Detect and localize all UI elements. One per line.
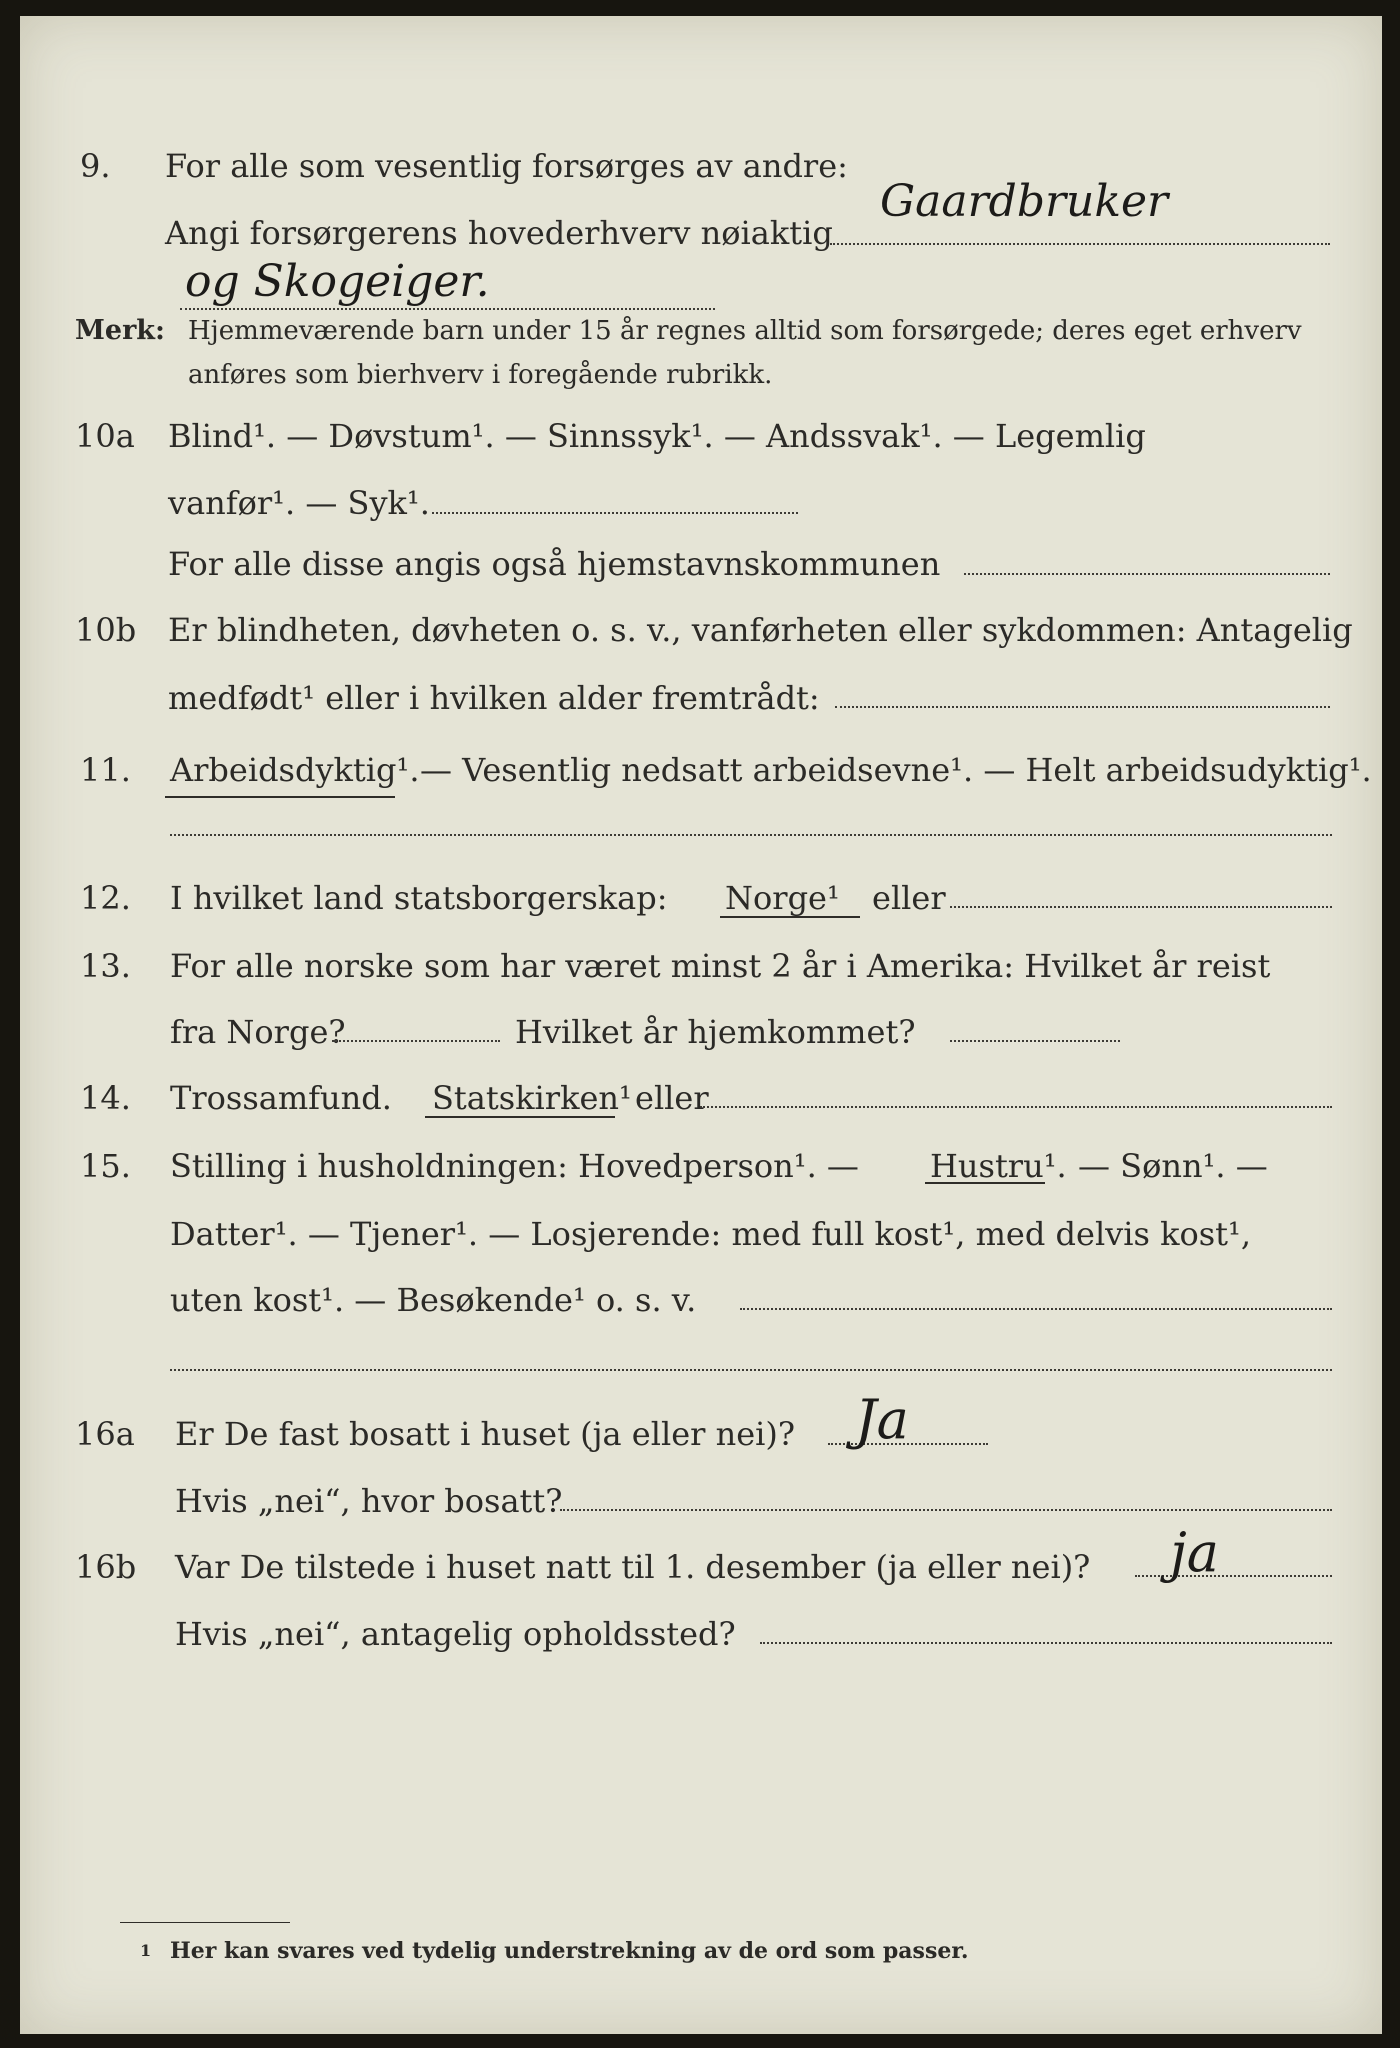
q15-text1a: Stilling i husholdningen: Hovedperson¹. —: [170, 1147, 859, 1185]
q10a-text1: Blind¹. — Døvstum¹. — Sinnssyk¹. — Andssvak¹. — Legemlig: [168, 417, 1146, 455]
q10b-dotted-line: [835, 706, 1330, 708]
q10b-text1: Er blindheten, døvheten o. s. v., vanførheten eller sykdommen: Antagelig: [168, 611, 1353, 649]
q12-line: [20, 868, 1382, 928]
q16b-text1: Var De tilstede i huset natt til 1. desember (ja eller nei)?: [175, 1548, 1091, 1586]
merk-text1: Hjemmeværende barn under 15 år regnes alltid som forsørgede; deres eget erhverv: [188, 316, 1302, 346]
q9-handwritten-answer: Gaardbruker: [880, 176, 1169, 227]
q15-text2: Datter¹. — Tjener¹. — Losjerende: med full kost¹, med delvis kost¹,: [170, 1215, 1252, 1253]
q12-number: 12.: [80, 879, 131, 917]
q11-line: [20, 740, 1382, 800]
q16a-text2: Hvis „nei“, hvor bosatt?: [175, 1482, 563, 1520]
q14-dotted-line: [700, 1106, 1332, 1108]
q9-handwritten-answer-2: og Skogeiger.: [185, 256, 490, 307]
q10b-text2: medfødt¹ eller i hvilken alder fremtrådt:: [168, 679, 820, 717]
census-form-page: [20, 16, 1382, 2034]
q12-option-norge: Norge¹: [725, 879, 840, 917]
q13-text1: For alle norske som har været minst 2 år i Amerika: Hvilket år reist: [170, 947, 1271, 985]
q15-dotted-line: [740, 1308, 1332, 1310]
q16b-handwritten-answer: ja: [1170, 1521, 1219, 1584]
q15-underline: [925, 1182, 1045, 1184]
q10a-text2: vanfør¹. — Syk¹.: [168, 484, 430, 522]
q11-underline: [165, 796, 395, 798]
q15-line1: [20, 1136, 1382, 1196]
q10a-text3: For alle disse angis også hjemstavnskommunen: [168, 545, 941, 583]
q14-number: 14.: [80, 1079, 131, 1117]
q13-dotted-line-2: [950, 1040, 1120, 1042]
q10a-line3: [20, 534, 1382, 594]
q13-line2: [20, 1002, 1382, 1062]
q15-option-hustru: Hustru¹.: [930, 1147, 1067, 1185]
q13-line1: [20, 936, 1382, 996]
q15-number: 15.: [80, 1147, 131, 1185]
q11-text: — Vesentlig nedsatt arbeidsevne¹. — Helt arbeidsudyktig¹.: [420, 751, 1372, 789]
q9-line2: [20, 203, 1382, 263]
q12-text: I hvilket land statsborgerskap:: [170, 879, 668, 917]
q12-dotted-line: [950, 906, 1332, 908]
q14-line: [20, 1068, 1382, 1128]
merk-text2: anføres som bierhverv i foregående rubrikk.: [188, 360, 773, 390]
q16a-handwritten-answer: Ja: [855, 1388, 909, 1451]
q9-line1: [20, 136, 1382, 196]
q10a-line1: [20, 406, 1382, 466]
q14-text: Trossamfund.: [170, 1079, 392, 1117]
q10a-line2: [20, 473, 1382, 533]
q13-text2b: Hvilket år hjemkommet?: [515, 1013, 916, 1051]
q16a-dotted-line-2: [560, 1509, 1332, 1511]
q14-underline: [425, 1116, 615, 1118]
q10b-line2: [20, 668, 1382, 728]
q13-number: 13.: [80, 947, 131, 985]
q16b-text2: Hvis „nei“, antagelig opholdssted?: [175, 1615, 736, 1653]
q9-number: 9.: [80, 147, 111, 185]
q9-dotted-line: [830, 243, 1330, 245]
q13-dotted-line-1: [332, 1040, 500, 1042]
q15-line3: [20, 1270, 1382, 1330]
q12-underline: [720, 916, 860, 918]
footnote-text: Her kan svares ved tydelig understrekning av de ord som passer.: [170, 1938, 969, 1964]
q11-option-arbeidsdyktig: Arbeidsdyktig¹.: [170, 751, 420, 789]
q13-text2a: fra Norge?: [170, 1013, 346, 1051]
q10b-number: 10b: [75, 611, 137, 649]
merk-line2: [20, 353, 1382, 397]
q14-rest: eller: [635, 1079, 709, 1117]
q12-rest: eller: [872, 879, 946, 917]
q10a-dotted-line-2: [964, 573, 1330, 575]
q16a-line1: [20, 1404, 1382, 1464]
q14-option-statskirken: Statskirken¹: [432, 1079, 632, 1117]
footnote-rule: [120, 1922, 290, 1923]
q15-text1c: — Sønn¹. —: [1078, 1147, 1268, 1185]
merk-line1: [20, 309, 1382, 353]
q16b-number: 16b: [75, 1548, 137, 1586]
q9-text2: Angi forsørgerens hovederhverv nøiaktig: [165, 214, 833, 252]
q15-dotted-line-2: [170, 1369, 1332, 1371]
footnote-line: [20, 1931, 1382, 1971]
footnote-mark: 1: [140, 1941, 152, 1960]
q15-text3: uten kost¹. — Besøkende¹ o. s. v.: [170, 1281, 697, 1319]
q9-text1: For alle som vesentlig forsørges av andre:: [165, 147, 848, 185]
q11-number: 11.: [80, 751, 131, 789]
q10b-line1: [20, 600, 1382, 660]
q16b-dotted-line: [1135, 1575, 1332, 1577]
q16a-text1: Er De fast bosatt i huset (ja eller nei)?: [175, 1415, 796, 1453]
q10a-dotted-line: [432, 512, 798, 514]
q10a-number: 10a: [75, 417, 135, 455]
q16b-line2: [20, 1604, 1382, 1664]
q16b-dotted-line-2: [760, 1642, 1332, 1644]
q16a-number: 16a: [75, 1415, 135, 1453]
q11-dotted-line: [170, 834, 1332, 836]
q15-line2: [20, 1204, 1382, 1264]
merk-label: Merk:: [75, 315, 165, 346]
